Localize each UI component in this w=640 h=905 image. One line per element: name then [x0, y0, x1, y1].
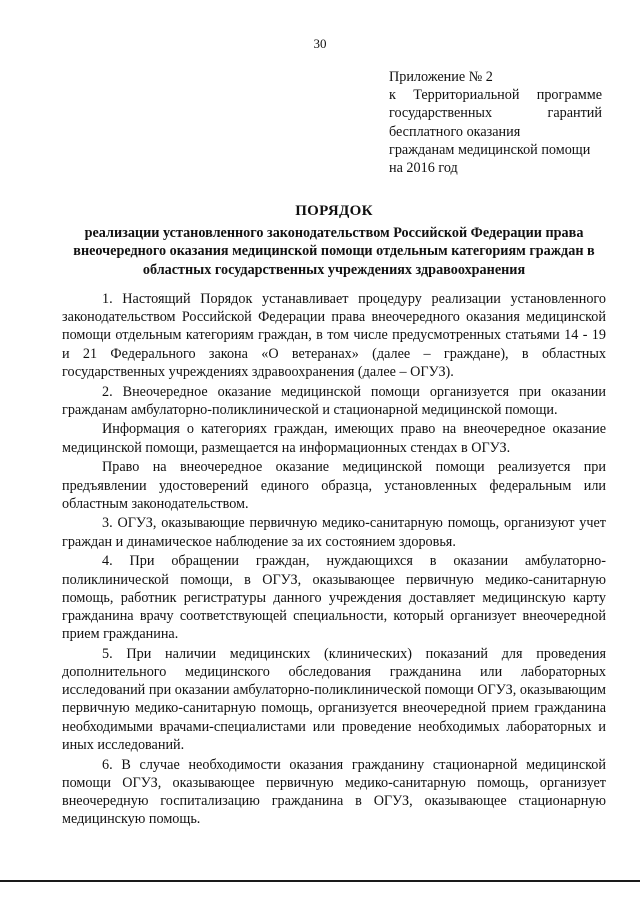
title-subtitle: реализации установленного законодательством Российской Федерации права внеочередного оказания медицинской помощи отдельным категориям граждан в областных государственных учреждениях здравоохранения — [73, 224, 595, 278]
appendix-line: бесплатного оказания — [389, 123, 521, 140]
paragraph-5: 5. При наличии медицинских (клинических) показаний для проведения дополнительного медицинского обследования гражданина или лабораторных исследований при оказании амбулаторно-поликлинической помощи ОГУЗ, оказывающим первичную медико-санитарную помощь, организуется внеочередной прием гражданина необходимыми врачами-специалистами или проведение необходимых лабораторных и иных исследований. — [62, 645, 606, 753]
paragraph-6: 6. В случае необходимости оказания гражданину стационарной медицинской помощи ОГУЗ, оказывающее первичную медико-санитарную помощь, организует внеочередную госпитализацию гражданина в ОГУЗ, оказывающее стационарную медицинскую помощь. — [62, 756, 606, 828]
appendix-line: к Территориальной программе — [389, 87, 602, 104]
document-body — [62, 290, 606, 830]
appendix-line: гражданам медицинской помощи — [389, 141, 591, 158]
appendix-line: на 2016 год — [389, 160, 458, 177]
paragraph-2-info: Информация о категориях граждан, имеющих право на внеочередное оказание медицинской помощи, размещается на информационных стендах в ОГУЗ. — [62, 421, 606, 456]
appendix-title: Приложение № 2 — [389, 69, 493, 85]
appendix-header — [389, 68, 602, 177]
paragraph-3: 3. ОГУЗ, оказывающие первичную медико-санитарную помощь, организуют учет граждан и динамическое наблюдение за их состоянием здоровья. — [62, 515, 606, 550]
title-heading: ПОРЯДОК — [295, 203, 373, 219]
page-bottom-rule — [0, 880, 640, 882]
page-number: 30 — [313, 36, 327, 51]
paragraph-2: 2. Внеочередное оказание медицинской помощи организуется при оказании гражданам амбулаторно-поликлинической и стационарной медицинской помощи. — [62, 383, 606, 418]
paragraph-4: 4. При обращении граждан, нуждающихся в оказании амбулаторно-поликлинической помощи, в ОГУЗ, оказывающее первичную медико-санитарную помощь, работник регистратуры данного учреждения доставляет медицинскую карту гражданина врачу соответствующей специальности, который организует внеочередной прием гражданина. — [62, 553, 606, 643]
paragraph-2-right: Право на внеочередное оказание медицинской помощи реализуется при предъявлении удостоверений единого образца, установленных федеральным или областным законодательством. — [62, 459, 606, 512]
appendix-line: государственных гарантий — [389, 105, 602, 122]
document-title — [62, 202, 606, 279]
paragraph-1: 1. Настоящий Порядок устанавливает процедуру реализации установленного законодательством Российской Федерации права внеочередного оказания медицинской помощи отдельным категориям граждан, в том числе предусмотренных статьями 14 - 19 и 21 Федерального закона «О ветеранах» (далее – граждане), в областных государственных учреждениях здравоохранения (далее – ОГУЗ). — [62, 291, 606, 380]
